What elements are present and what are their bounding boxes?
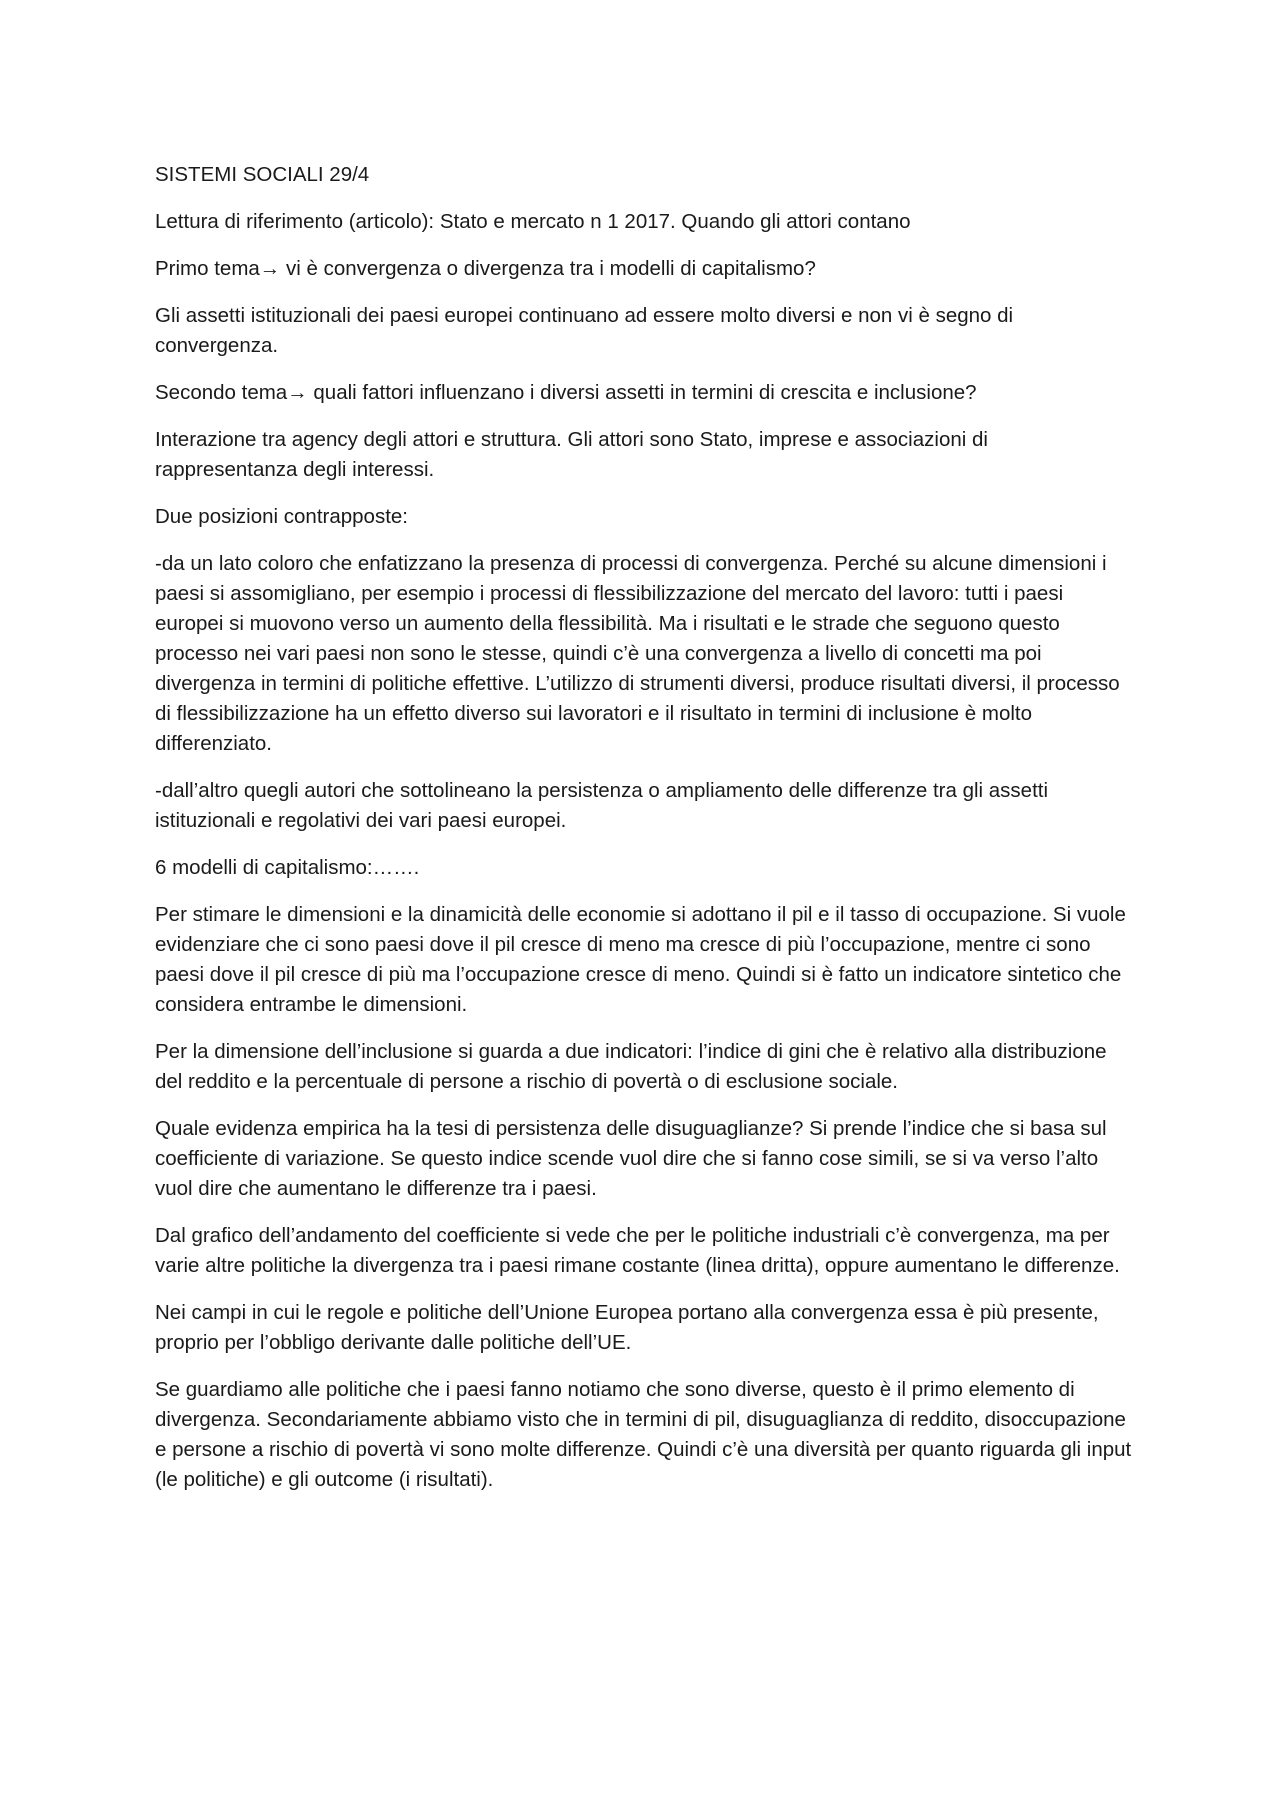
paragraph-inclusion-indicators: Per la dimensione dell’inclusione si guarda a due indicatori: l’indice di gini che è relativo alla distribuzione del reddito e la percentuale di persone a rischio di povertà o di esclusione sociale.: [155, 1040, 1113, 1093]
paragraph-second-theme: Secondo tema→ quali fattori influenzano i diversi assetti in termini di crescita e inclusione?: [155, 381, 977, 404]
paragraph-coefficient-chart: Dal grafico dell’andamento del coefficiente si vede che per le politiche industriali c’è convergenza, ma per varie altre politiche la divergenza tra i paesi rimane costante (linea dritta), oppure aumentano le differenze.: [155, 1224, 1120, 1277]
paragraph-actors-interaction: Interazione tra agency degli attori e struttura. Gli attori sono Stato, imprese e associazioni di rappresentanza degli interessi.: [155, 428, 994, 481]
paragraph-convergence-position: -da un lato coloro che enfatizzano la presenza di processi di convergenza. Perché su alcune dimensioni i paesi si assomigliano, per esempio i processi di flessibilizzazione del mercato del lavoro: tutti i paesi europei si muovono verso un aumento della flessibilità. Ma i risultati e le strade che seguono questo processo nei vari paesi non sono le stesse, quindi c’è una convergenza a livello di concetti ma poi divergenza in termini di politiche effettive. L’utilizzo di strumenti diversi, produce risultati diversi, il processo di flessibilizzazione ha un effetto diverso sui lavoratori e il risultato in termini di inclusione è molto differenziato.: [155, 552, 1126, 755]
paragraph-conclusion: Se guardiamo alle politiche che i paesi fanno notiamo che sono diverse, questo è il primo elemento di divergenza. Secondariamente abbiamo visto che in termini di pil, disuguaglianza di reddito, disoccupazione e persone a rischio di povertà vi sono molte differenze. Quindi c’è una diversità per quanto riguarda gli input (le politiche) e gli outcome (i risultati).: [155, 1378, 1137, 1491]
paragraph-eu-rules: Nei campi in cui le regole e politiche dell’Unione Europea portano alla convergenza essa è più presente, proprio per l’obbligo derivante dalle politiche dell’UE.: [155, 1301, 1105, 1354]
paragraph-reference-reading: Lettura di riferimento (articolo): Stato e mercato n 1 2017. Quando gli attori contano: [155, 210, 911, 233]
paragraph-first-theme: Primo tema→ vi è convergenza o divergenza tra i modelli di capitalismo?: [155, 257, 816, 280]
document-title: SISTEMI SOCIALI 29/4: [155, 163, 370, 186]
paragraph-persistence-position: -dall’altro quegli autori che sottolineano la persistenza o ampliamento delle differenze tra gli assetti istituzionali e regolativi dei vari paesi europei.: [155, 779, 1054, 832]
document-body: [155, 160, 1135, 1512]
paragraph-two-positions: Due posizioni contrapposte:: [155, 505, 408, 528]
paragraph-capitalism-models: 6 modelli di capitalismo:…….: [155, 856, 420, 879]
paragraph-pil-occupation: Per stimare le dimensioni e la dinamicità delle economie si adottano il pil e il tasso di occupazione. Si vuole evidenziare che ci sono paesi dove il pil cresce di meno ma cresce di più l’occupazione, mentre ci sono paesi dove il pil cresce di più ma l’occupazione cresce di meno. Quindi si è fatto un indicatore sintetico che considera entrambe le dimensioni.: [155, 903, 1132, 1016]
paragraph-institutional-assets: Gli assetti istituzionali dei paesi europei continuano ad essere molto diversi e non vi è segno di convergenza.: [155, 304, 1019, 357]
paragraph-empirical-evidence: Quale evidenza empirica ha la tesi di persistenza delle disuguaglianze? Si prende l’indice che si basa sul coefficiente di variazione. Se questo indice scende vuol dire che si fanno cose simili, se si va verso l’alto vuol dire che aumentano le differenze tra i paesi.: [155, 1117, 1113, 1200]
